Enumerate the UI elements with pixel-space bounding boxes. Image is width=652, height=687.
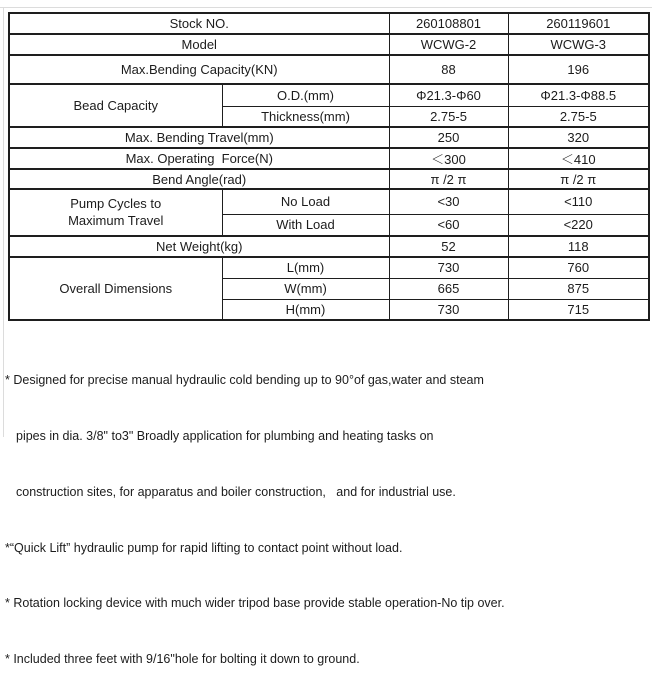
- cell-model-value-2: WCWG-3: [508, 34, 649, 55]
- row-max-bending-travel: [9, 127, 649, 148]
- cell-with-load-value-2: <220: [508, 214, 649, 236]
- cell-od-value-2: Φ21.3-Φ88.5: [508, 84, 649, 106]
- cell-od-value-1: Φ21.3-Φ60: [389, 84, 508, 106]
- footnote-line-5: * Rotation locking device with much wider tripod base provide stable operation-No tip over.: [5, 596, 505, 611]
- cell-bend-angle-value-2: π /2 π: [508, 169, 649, 189]
- cell-stock-no-value-2: 260119601: [508, 13, 649, 34]
- cell-w-value-1: 665: [389, 278, 508, 299]
- footnote-line-3: construction sites, for apparatus and boiler construction, and for industrial use.: [16, 484, 456, 499]
- cell-model-value-1: WCWG-2: [389, 34, 508, 55]
- cell-pump-cycles-label: [9, 189, 222, 236]
- cell-w-label: W(mm): [222, 278, 389, 299]
- cell-bend-angle-value-1: π /2 π: [389, 169, 508, 189]
- cell-no-load-value-1: <30: [389, 189, 508, 214]
- cell-no-load-label: No Load: [222, 189, 389, 214]
- cell-od-label: O.D.(mm): [222, 84, 389, 106]
- cell-h-value-2: 715: [508, 299, 649, 320]
- row-net-weight: [9, 236, 649, 257]
- cell-no-load-value-2: <110: [508, 189, 649, 214]
- footnotes: [5, 334, 650, 687]
- footnote-line-4: *“Quick Lift” hydraulic pump for rapid lifting to contact point without load.: [5, 540, 403, 555]
- footnote-line-1: * Designed for precise manual hydraulic cold bending up to 90°of gas,water and steam: [5, 373, 484, 388]
- cell-l-value-1: 730: [389, 257, 508, 278]
- cell-max-bending-travel-value-1: 250: [389, 127, 508, 148]
- footnote-line-6: * Included three feet with 9/16"hole for bolting it down to ground.: [5, 652, 360, 667]
- cell-max-bending-capacity-label: Max.Bending Capacity(KN): [9, 55, 389, 84]
- cell-max-bending-capacity-value-1: 88: [389, 55, 508, 84]
- cell-h-label: H(mm): [222, 299, 389, 320]
- cell-bend-angle-label: Bend Angle(rad): [9, 169, 389, 189]
- cell-stock-no-label: Stock NO.: [9, 13, 389, 34]
- cell-max-operating-force-label: Max. Operating Force(N): [9, 148, 389, 169]
- row-max-bending-capacity: [9, 55, 649, 84]
- cell-max-bending-travel-label: Max. Bending Travel(mm): [9, 127, 389, 148]
- cell-max-operating-force-value-2: ＜410: [508, 148, 649, 169]
- cell-with-load-value-1: <60: [389, 214, 508, 236]
- scan-artifact-vertical-line: [3, 7, 4, 437]
- row-stock-no: [9, 13, 649, 34]
- cell-with-load-label: With Load: [222, 214, 389, 236]
- cell-net-weight-value-1: 52: [389, 236, 508, 257]
- spec-table: [8, 12, 650, 321]
- cell-thickness-value-2: 2.75-5: [508, 106, 649, 127]
- cell-max-bending-travel-value-2: 320: [508, 127, 649, 148]
- footnote-line-2: pipes in dia. 3/8" to3" Broadly application for plumbing and heating tasks on: [16, 428, 434, 443]
- cell-l-label: L(mm): [222, 257, 389, 278]
- cell-model-label: Model: [9, 34, 389, 55]
- row-max-operating-force: [9, 148, 649, 169]
- cell-w-value-2: 875: [508, 278, 649, 299]
- cell-l-value-2: 760: [508, 257, 649, 278]
- cell-net-weight-value-2: 118: [508, 236, 649, 257]
- cell-max-operating-force-value-1: ＜300: [389, 148, 508, 169]
- cell-thickness-label: Thickness(mm): [222, 106, 389, 127]
- cell-overall-dimensions-label: Overall Dimensions: [9, 257, 222, 320]
- cell-stock-no-value-1: 260108801: [389, 13, 508, 34]
- row-pump-cycles-no-load: [9, 189, 649, 214]
- pump-cycles-label-text: Pump Cycles to Maximum Travel: [68, 196, 165, 228]
- row-dimensions-l: [9, 257, 649, 278]
- cell-thickness-value-1: 2.75-5: [389, 106, 508, 127]
- cell-max-bending-capacity-value-2: 196: [508, 55, 649, 84]
- cell-bead-capacity-label: Bead Capacity: [9, 84, 222, 127]
- row-bead-capacity-od: [9, 84, 649, 106]
- scan-artifact-horizontal-line: [0, 7, 652, 8]
- cell-net-weight-label: Net Weight(kg): [9, 236, 389, 257]
- row-model: [9, 34, 649, 55]
- row-bend-angle: [9, 169, 649, 189]
- cell-h-value-1: 730: [389, 299, 508, 320]
